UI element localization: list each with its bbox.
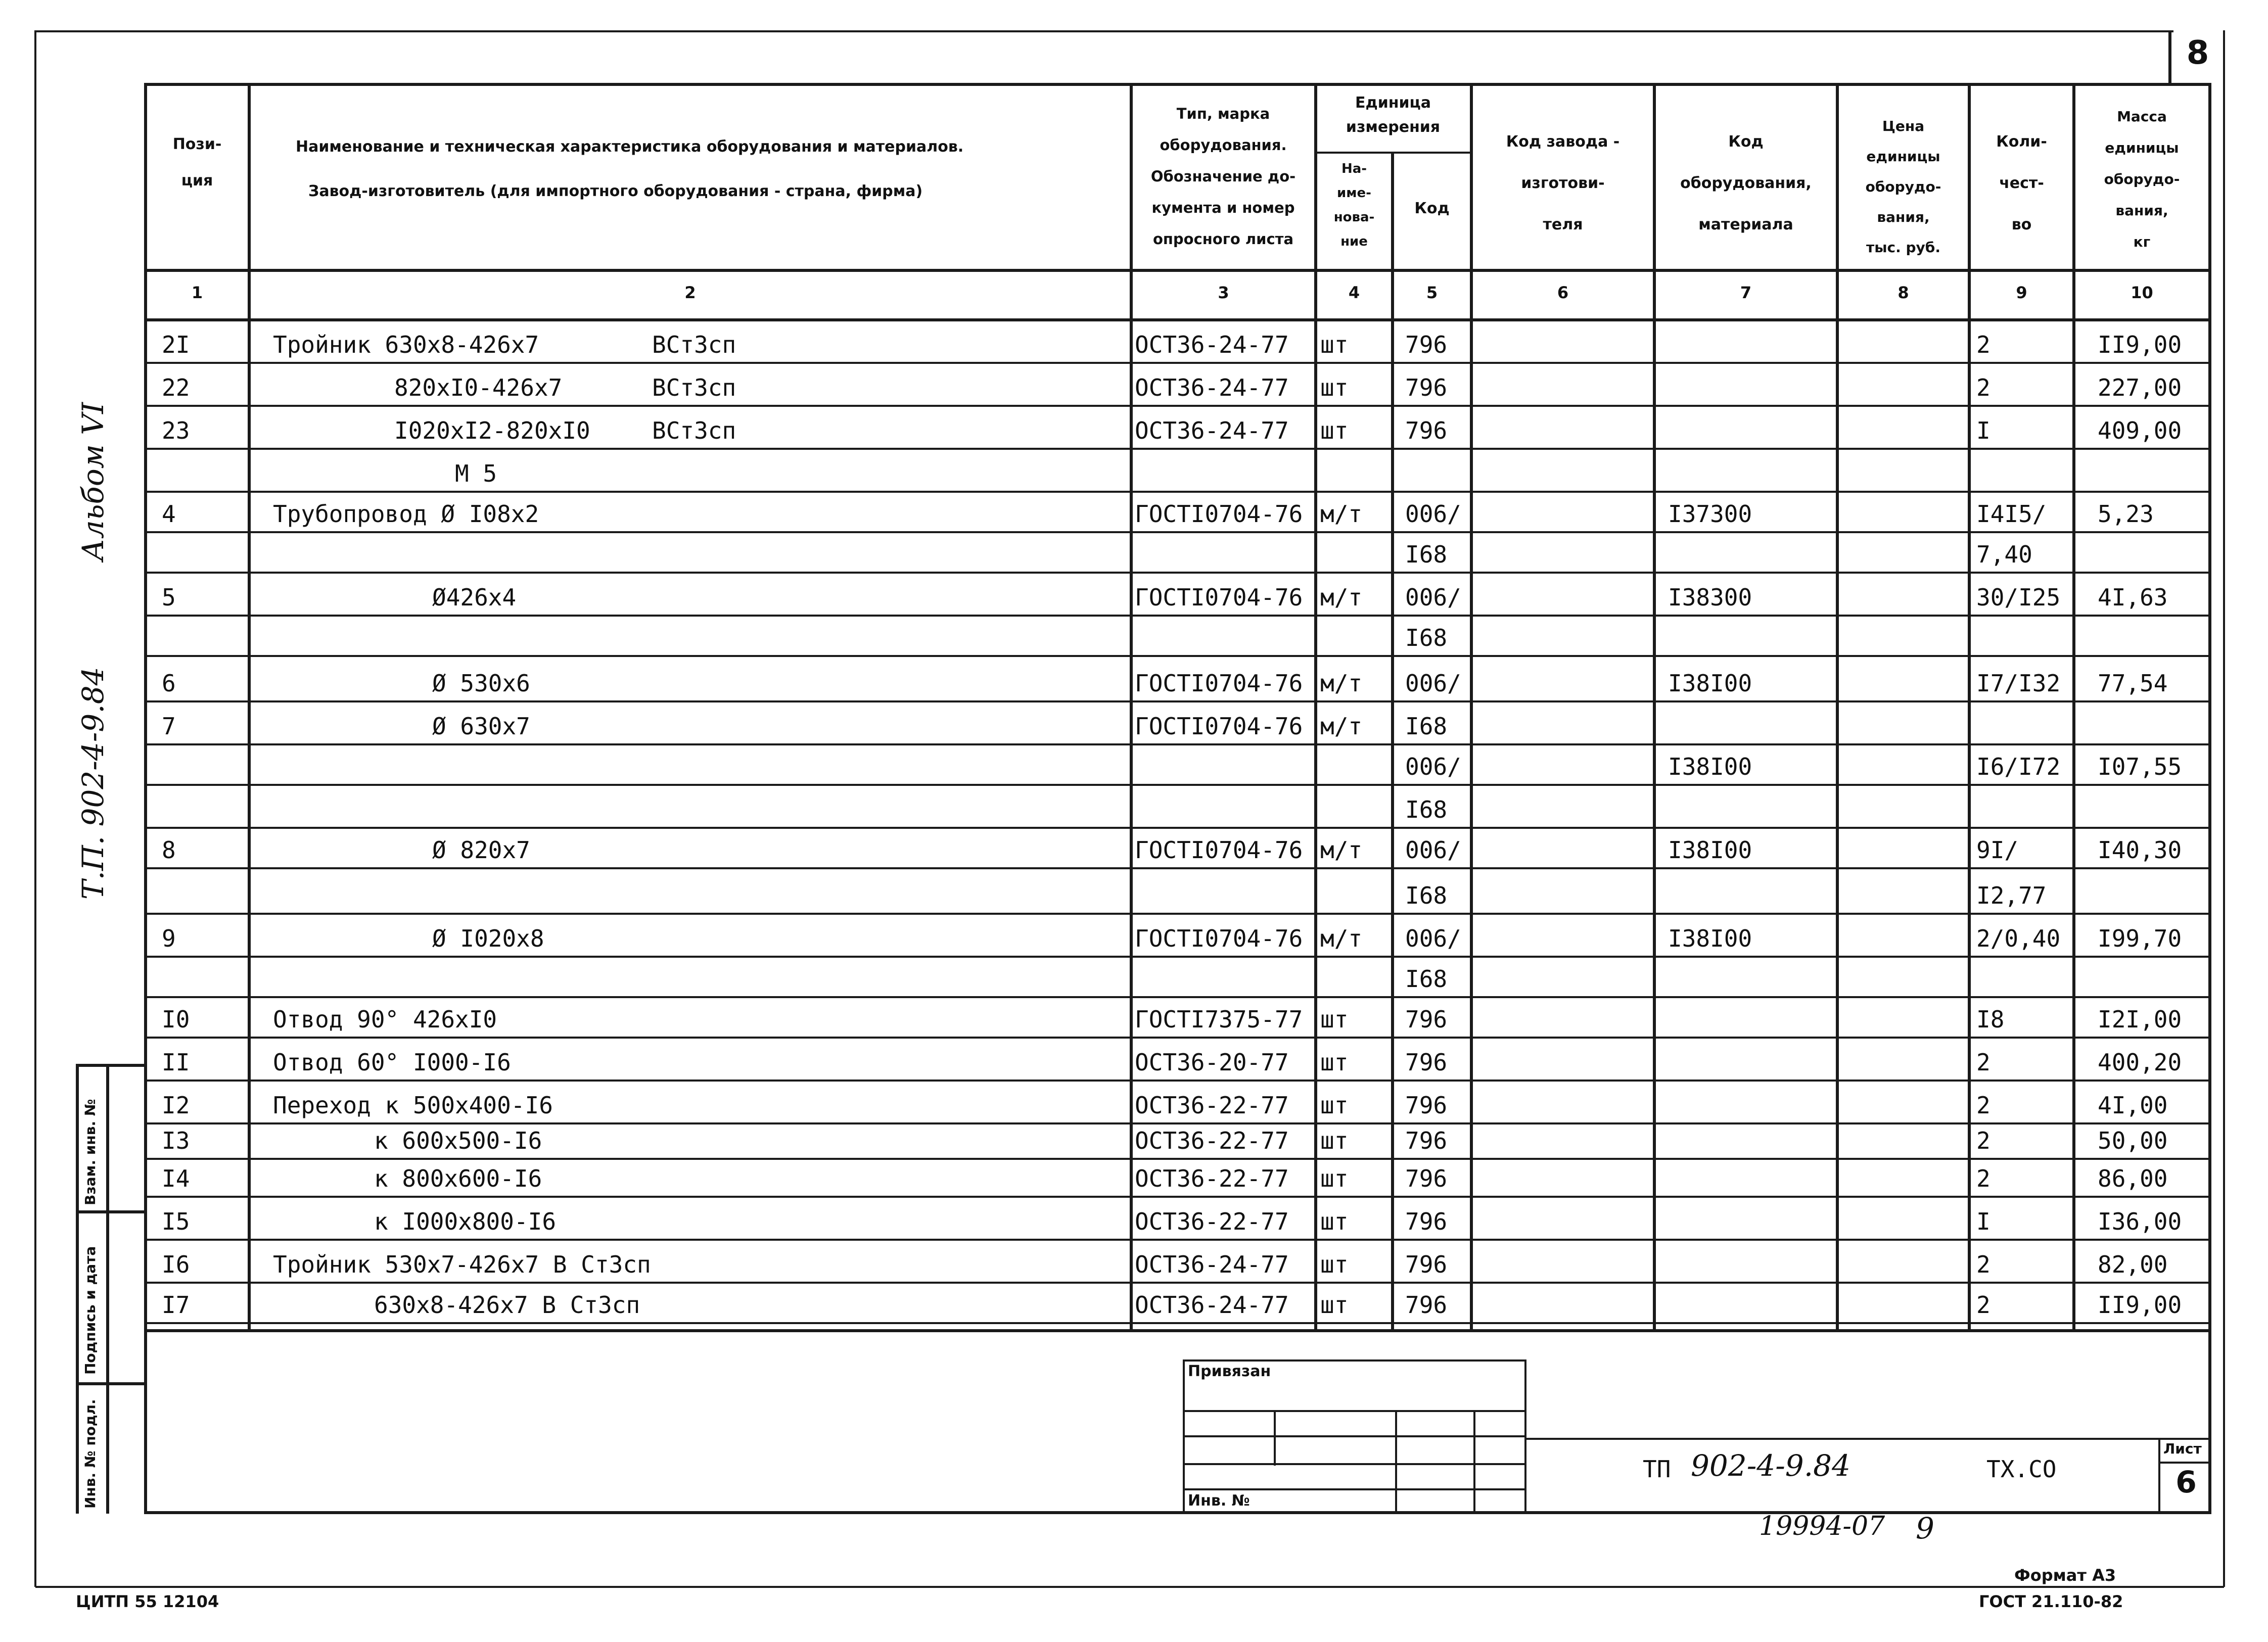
stamp-line-2 [76,1210,147,1213]
format-label: Формат А3 [2014,1566,2116,1585]
table-cell-qty: 2 [1976,1127,1991,1154]
table-cell-eq: I38I00 [1668,836,1752,864]
stamp-label-signature-date: Подпись и дата [82,1246,99,1375]
table-cell-unit: шт [1320,331,1349,358]
table-cell-unit: шт [1320,1127,1349,1154]
table-cell-pos: 5 [162,584,176,611]
table-cell-qty: 2 [1976,1049,1991,1076]
table-cell-code: 006/ [1405,753,1461,780]
col-number-9: 9 [2016,283,2027,302]
table-cell-name: Ø 530x6 [432,670,530,697]
sheet-number: 6 [2176,1465,2197,1500]
stamp-line-1 [76,1064,147,1067]
table-cell-pos: 7 [162,713,176,740]
table-cell-code: 006/ [1405,670,1461,697]
page-border-right [2223,30,2225,1587]
tb-v-2 [1395,1410,1397,1514]
header-name-line2: Завод-изготовитель (для импортного оборудования - страна, фирма) [308,182,923,200]
inv-no-label: Инв. № [1188,1492,1250,1510]
table-cell-mat: ВСт3сп [652,417,736,444]
stamp-line-3 [76,1382,147,1385]
table-cell-qty: I4I5/ [1976,500,2047,528]
org-label: ЦИТП 55 12104 [76,1592,219,1611]
table-cell-eq: I38I00 [1668,753,1752,780]
sheet-label: Лист [2163,1440,2202,1457]
table-cell-code: I68 [1405,713,1448,740]
table-cell-code: 796 [1405,1251,1448,1278]
table-cell-qty: I [1976,417,1991,444]
table-cell-unit: шт [1320,417,1349,444]
table-cell-pos: I7 [162,1291,190,1319]
table-cell-name: к 800x600-I6 [374,1165,542,1192]
table-cell-name: Тройник 530x7-426x7 В Ст3сп [273,1251,651,1278]
frame-bottom [144,1511,2211,1514]
table-cell-code: I68 [1405,541,1448,568]
table-cell-code: I68 [1405,882,1448,909]
table-cell-name: к 600x500-I6 [374,1127,542,1154]
reg-number: 19994-07 [1759,1511,1885,1541]
table-cell-code: 796 [1405,1006,1448,1033]
table-cell-doc: ГОСТI0704-76 [1135,925,1303,952]
header-plant-code: Код завода - изготови- теля [1506,133,1620,233]
table-cell-doc: ГОСТI0704-76 [1135,670,1303,697]
table-cell-doc: ГОСТI0704-76 [1135,500,1303,528]
table-cell-doc: ОСТ36-24-77 [1135,331,1289,358]
table-cell-pos: I5 [162,1208,190,1235]
table-cell-unit: м/т [1320,836,1363,864]
table-row-line [147,1196,2209,1198]
table-row-line [147,700,2209,702]
table-cell-unit: шт [1320,374,1349,401]
table-cell-name: к I000x800-I6 [374,1208,557,1235]
table-cell-mass: 400,20 [2098,1049,2182,1076]
table-cell-unit: шт [1320,1092,1349,1119]
table-cell-mass: 4I,00 [2098,1092,2168,1119]
col-number-6: 6 [1557,283,1569,302]
table-cell-unit: м/т [1320,670,1363,697]
table-cell-doc: ОСТ36-20-77 [1135,1049,1289,1076]
table-cell-pos: 22 [162,374,190,401]
table-cell-unit: шт [1320,1006,1349,1033]
table-cell-code: I68 [1405,965,1448,993]
page-border-top [35,30,2173,32]
table-cell-mass: II9,00 [2098,331,2182,358]
table-cell-name: Ø 630x7 [432,713,530,740]
col-number-10: 10 [2131,283,2153,302]
table-cell-pos: 4 [162,500,176,528]
frame-right [2208,83,2211,1514]
table-cell-unit: шт [1320,1251,1349,1278]
header-name-line1: Наименование и техническая характеристика оборудования и материалов. [296,138,964,156]
table-cell-code: 796 [1405,331,1448,358]
tb-sheet-mid [2158,1462,2211,1464]
table-cell-pos: I4 [162,1165,190,1192]
stamp-inner-left [106,1064,109,1514]
table-row-line [147,572,2209,574]
table-row-line [147,1158,2209,1160]
table-cell-doc: ГОСТI0704-76 [1135,584,1303,611]
table-cell-qty: I [1976,1208,1991,1235]
header-price: Цена единицы оборудо- вания, тыс. руб. [1865,118,1941,256]
table-bottom-line [144,1329,2211,1332]
table-cell-eq: I38300 [1668,584,1752,611]
table-row-line [147,1122,2209,1124]
stamp-outer-left [76,1064,79,1514]
table-cell-mass: 50,00 [2098,1127,2168,1154]
frame-top [144,83,2211,86]
table-cell-doc: ОСТ36-24-77 [1135,1251,1289,1278]
table-cell-unit: шт [1320,1291,1349,1319]
tb-v-3 [1473,1410,1475,1514]
table-cell-name: Ø I020x8 [432,925,544,952]
table-cell-code: 796 [1405,1165,1448,1192]
table-cell-qty: I7/I32 [1976,670,2061,697]
table-cell-doc: ОСТ36-22-77 [1135,1165,1289,1192]
header-unit: Единица измерения [1346,94,1441,136]
table-row-line [147,615,2209,617]
page-border-left [34,30,36,1587]
table-cell-name: Ø426x4 [432,584,517,611]
gost-label: ГОСТ 21.110-82 [1979,1592,2123,1611]
table-cell-code: 006/ [1405,836,1461,864]
table-row-line [147,1037,2209,1039]
stamp-label-replace-inv: Взам. инв. № [82,1099,99,1205]
table-row-line [147,655,2209,657]
table-cell-name: I020xI2-820xI0 [394,417,590,444]
table-cell-pos: 6 [162,670,176,697]
table-row-line [147,996,2209,998]
header-mass: Масса единицы оборудо- вания, кг [2104,108,2180,250]
table-cell-unit: м/т [1320,584,1363,611]
table-cell-doc: ОСТ36-22-77 [1135,1208,1289,1235]
table-cell-qty: 2 [1976,1291,1991,1319]
table-cell-mass: 77,54 [2098,670,2168,697]
table-cell-doc: ОСТ36-22-77 [1135,1127,1289,1154]
table-cell-pos: 2I [162,331,190,358]
table-row-line [147,1322,2209,1324]
stamp-label-inv-original: Инв. № подл. [82,1399,99,1509]
table-cell-unit: м/т [1320,713,1363,740]
table-cell-pos: I6 [162,1251,190,1278]
table-cell-qty: 2 [1976,1251,1991,1278]
table-cell-eq: I38I00 [1668,925,1752,952]
header-position: Пози- ция [172,135,222,190]
table-cell-qty: 9I/ [1976,836,2019,864]
table-row-line [147,1080,2209,1082]
table-cell-pos: I2 [162,1092,190,1119]
table-cell-name: Ø 820x7 [432,836,530,864]
table-row-line [147,956,2209,958]
table-cell-code: 796 [1405,1092,1448,1119]
table-cell-doc: ОСТ36-24-77 [1135,374,1289,401]
table-cell-name: Трубопровод Ø I08x2 [273,500,539,528]
table-row-line [147,743,2209,745]
table-row-line [147,784,2209,786]
col-number-3: 3 [1218,283,1229,302]
page-border-bottom [35,1586,2224,1588]
table-cell-mass: I99,70 [2098,925,2182,952]
table-cell-qty: I8 [1976,1006,2005,1033]
table-cell-pos: 8 [162,836,176,864]
table-cell-mass: I36,00 [2098,1208,2182,1235]
table-cell-mass: 227,00 [2098,374,2182,401]
col-number-7: 7 [1740,283,1752,302]
table-cell-doc: ОСТ36-24-77 [1135,1291,1289,1319]
table-row-line [147,448,2209,450]
table-cell-code: 006/ [1405,500,1461,528]
tb-sheet-left [2158,1438,2160,1514]
table-cell-code: I68 [1405,796,1448,823]
table-cell-doc: ГОСТI7375-77 [1135,1006,1303,1033]
table-cell-qty: 7,40 [1976,541,2032,568]
table-cell-code: 796 [1405,1127,1448,1154]
doc-code: ТХ.СО [1986,1456,2057,1483]
tb-v-1 [1274,1410,1276,1466]
column-numbers-line [144,318,2211,321]
table-cell-mass: I2I,00 [2098,1006,2182,1033]
col-number-1: 1 [191,283,203,302]
tp-number: 902-4-9.84 [1691,1448,1850,1483]
table-cell-qty: 2 [1976,374,1991,401]
table-cell-code: 796 [1405,1208,1448,1235]
sheet-corner-number: 8 [2186,34,2209,72]
table-cell-eq: I38I00 [1668,670,1752,697]
table-cell-doc: ОСТ36-24-77 [1135,417,1289,444]
table-row-line [147,827,2209,829]
header-bottom-line [144,269,2211,272]
table-cell-unit: м/т [1320,925,1363,952]
col-number-5: 5 [1426,283,1438,302]
table-cell-mass: 82,00 [2098,1251,2168,1278]
table-cell-code: 796 [1405,374,1448,401]
table-cell-name: М 5 [455,460,497,487]
table-cell-pos: I3 [162,1127,190,1154]
table-cell-code: 006/ [1405,584,1461,611]
table-cell-doc: ОСТ36-22-77 [1135,1092,1289,1119]
table-cell-name: Отвод 60° I000-I6 [273,1049,511,1076]
tp-prefix: ТП [1643,1456,1671,1483]
corner-box-left [2168,30,2171,83]
table-cell-name: Переход к 500x400-I6 [273,1092,553,1119]
table-row-line [147,867,2209,869]
privyazan-label: Привязан [1188,1363,1271,1380]
table-cell-pos: 9 [162,925,176,952]
header-unit-code: Код [1414,200,1450,217]
table-cell-pos: I0 [162,1006,190,1033]
project-label: Т.П. 902-4-9.84 [76,667,110,900]
album-label: Альбом VI [76,402,110,561]
col-number-2: 2 [684,283,696,302]
table-cell-qty: I2,77 [1976,882,2047,909]
table-cell-qty: 2 [1976,331,1991,358]
table-cell-code: 006/ [1405,925,1461,952]
col-number-8: 8 [1897,283,1909,302]
table-cell-mass: II9,00 [2098,1291,2182,1319]
table-row-line [147,913,2209,915]
table-cell-mat: ВСт3сп [652,331,736,358]
table-cell-name: 820xI0-426x7 [394,374,563,401]
tb-privyazan-top [1183,1359,1526,1362]
header-unit-name: На- име- нова- ние [1333,161,1375,249]
table-cell-mass: 86,00 [2098,1165,2168,1192]
header-quantity: Коли- чест- во [1996,133,2047,233]
header-equipment-code: Код оборудования, материала [1680,133,1812,233]
table-cell-code: 796 [1405,1049,1448,1076]
table-cell-qty: I6/I72 [1976,753,2061,780]
table-cell-qty: 2 [1976,1165,1991,1192]
table-row-line [147,531,2209,533]
reg-suffix: 9 [1916,1511,1934,1545]
table-cell-mass: I40,30 [2098,836,2182,864]
table-cell-mat: ВСт3сп [652,374,736,401]
table-cell-pos: 23 [162,417,190,444]
table-cell-mass: 5,23 [2098,500,2154,528]
table-cell-unit: м/т [1320,500,1363,528]
table-cell-doc: ГОСТI0704-76 [1135,836,1303,864]
table-cell-code: I68 [1405,624,1448,651]
table-cell-unit: шт [1320,1208,1349,1235]
table-cell-qty: 30/I25 [1976,584,2061,611]
table-row-line [147,405,2209,407]
table-row-line [147,491,2209,493]
table-cell-doc: ГОСТI0704-76 [1135,713,1303,740]
table-cell-pos: II [162,1049,190,1076]
table-row-line [147,362,2209,364]
unit-subheader-line [1314,152,1471,154]
table-row-line [147,1239,2209,1241]
table-cell-name: Отвод 90° 426xI0 [273,1006,497,1033]
table-cell-name: Тройник 630x8-426x7 [273,331,539,358]
table-cell-mass: I07,55 [2098,753,2182,780]
table-cell-unit: шт [1320,1049,1349,1076]
table-cell-qty: 2 [1976,1092,1991,1119]
table-cell-code: 796 [1405,1291,1448,1319]
table-cell-qty: 2/0,40 [1976,925,2061,952]
tb-doc-top [1524,1438,2209,1440]
table-cell-mass: 4I,63 [2098,584,2168,611]
col-number-4: 4 [1348,283,1360,302]
header-type: Тип, марка оборудования. Обозначение до- кумента и номер опросного листа [1150,105,1296,248]
table-cell-eq: I37300 [1668,500,1752,528]
table-row-line [147,1282,2209,1284]
table-cell-unit: шт [1320,1165,1349,1192]
table-cell-code: 796 [1405,417,1448,444]
table-cell-name: 630x8-426x7 В Ст3сп [374,1291,640,1319]
col-divider-4 [1391,152,1394,1331]
table-cell-mass: 409,00 [2098,417,2182,444]
